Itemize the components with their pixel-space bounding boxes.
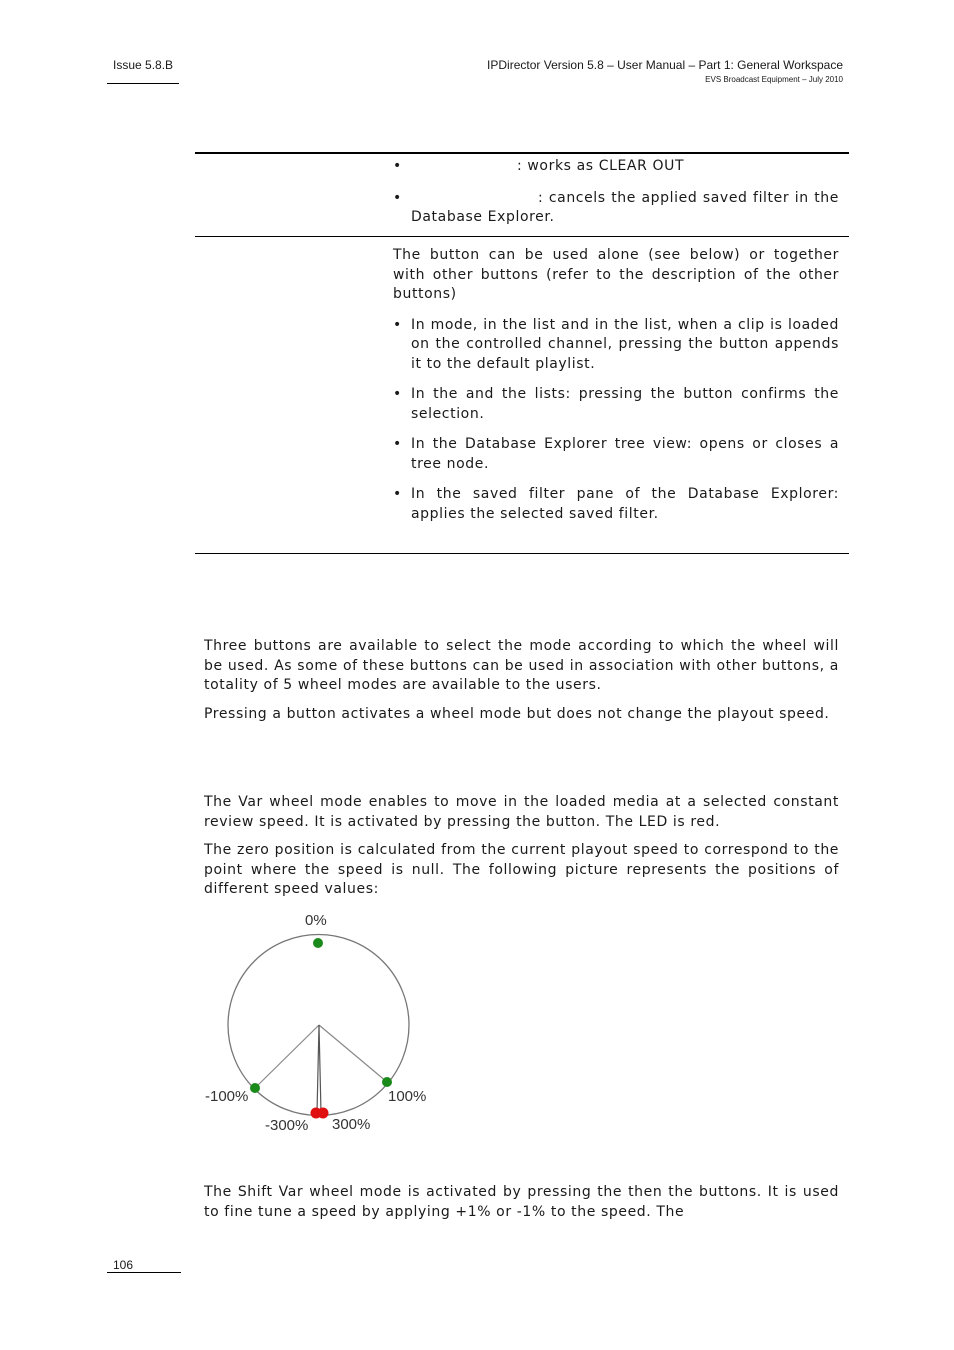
bullet-icon: • [393,158,402,174]
label-minus300: -300% [265,1117,309,1134]
shift-var-paragraph: The Shift Var wheel mode is activated by pressing the then the buttons. It is used to fine tune a speed by applying +1% or -1% to the speed. The [204,1184,839,1220]
minus100-dot [250,1083,260,1093]
header-block [487,58,843,84]
table-bottom-rule [195,553,849,554]
document-title: IPDirector Version 5.8 – User Manual – Part 1: General Workspace [487,58,843,72]
list-item: • In the Database Explorer tree view: opens or closes a tree node. [393,436,839,472]
list-item: • In the saved filter pane of the Database Explorer: applies the selected saved filter. [393,486,839,522]
spoke-plus300 [319,1025,321,1113]
footer-rule [107,1272,181,1273]
plus100-dot [382,1077,392,1087]
bullet-icon: • [393,189,402,206]
header-rule [107,83,179,84]
var-mode-paragraph: The Var wheel mode enables to move in the loaded media at a selected constant review speed. It is activated by pressing the button. The LED is red. [204,794,839,830]
speed-wheel-diagram [195,905,455,1140]
list-item: • In mode, in the list and in the list, when a clip is loaded on the controlled channel, pressing the button appends it to the default playlist. [393,316,839,372]
issue-label: Issue 5.8.B [113,58,174,72]
spoke-plus100 [319,1025,387,1082]
list-item: • In the and the lists: pressing the button confirms the selection. [393,386,839,422]
table-row-divider [195,236,849,237]
table-row-1-cell [393,157,839,228]
document-subtitle: EVS Broadcast Equipment – July 2010 [705,75,843,84]
wheel-mode-note-paragraph: Pressing a button activates a wheel mode but does not change the playout speed. [204,706,830,722]
bullet-icon: • [393,486,402,502]
label-minus100: -100% [205,1088,249,1105]
table-top-rule [195,152,849,154]
table-row-2-intro: The button can be used alone (see below) or together with other buttons (refer to the description of the other buttons) [393,247,839,302]
page-number: 106 [113,1258,134,1272]
plus300-dot [318,1108,329,1119]
list-item: • : works as CLEAR OUT [393,157,839,177]
zero-speed-dot [313,938,323,948]
bullet-icon: • [393,316,402,333]
zero-position-paragraph: The zero position is calculated from the current playout speed to correspond to the point where the speed is null. The following picture represents the positions of different speed values: [204,842,839,897]
label-plus300: 300% [332,1116,371,1133]
list-item: • : cancels the applied saved filter in the Database Explorer. [393,189,839,225]
wheel-modes-paragraph: Three buttons are available to select the mode according to which the wheel will be used. As some of these buttons can be used in association with other buttons, a totality of 5 wheel modes are available to the users. [204,638,839,693]
bullet-icon: • [393,386,402,402]
bullet-icon: • [393,436,402,452]
label-plus100: 100% [388,1088,427,1105]
table-row-2-cell [393,246,839,524]
spoke-minus100 [255,1025,319,1088]
label-zero: 0% [305,912,327,929]
